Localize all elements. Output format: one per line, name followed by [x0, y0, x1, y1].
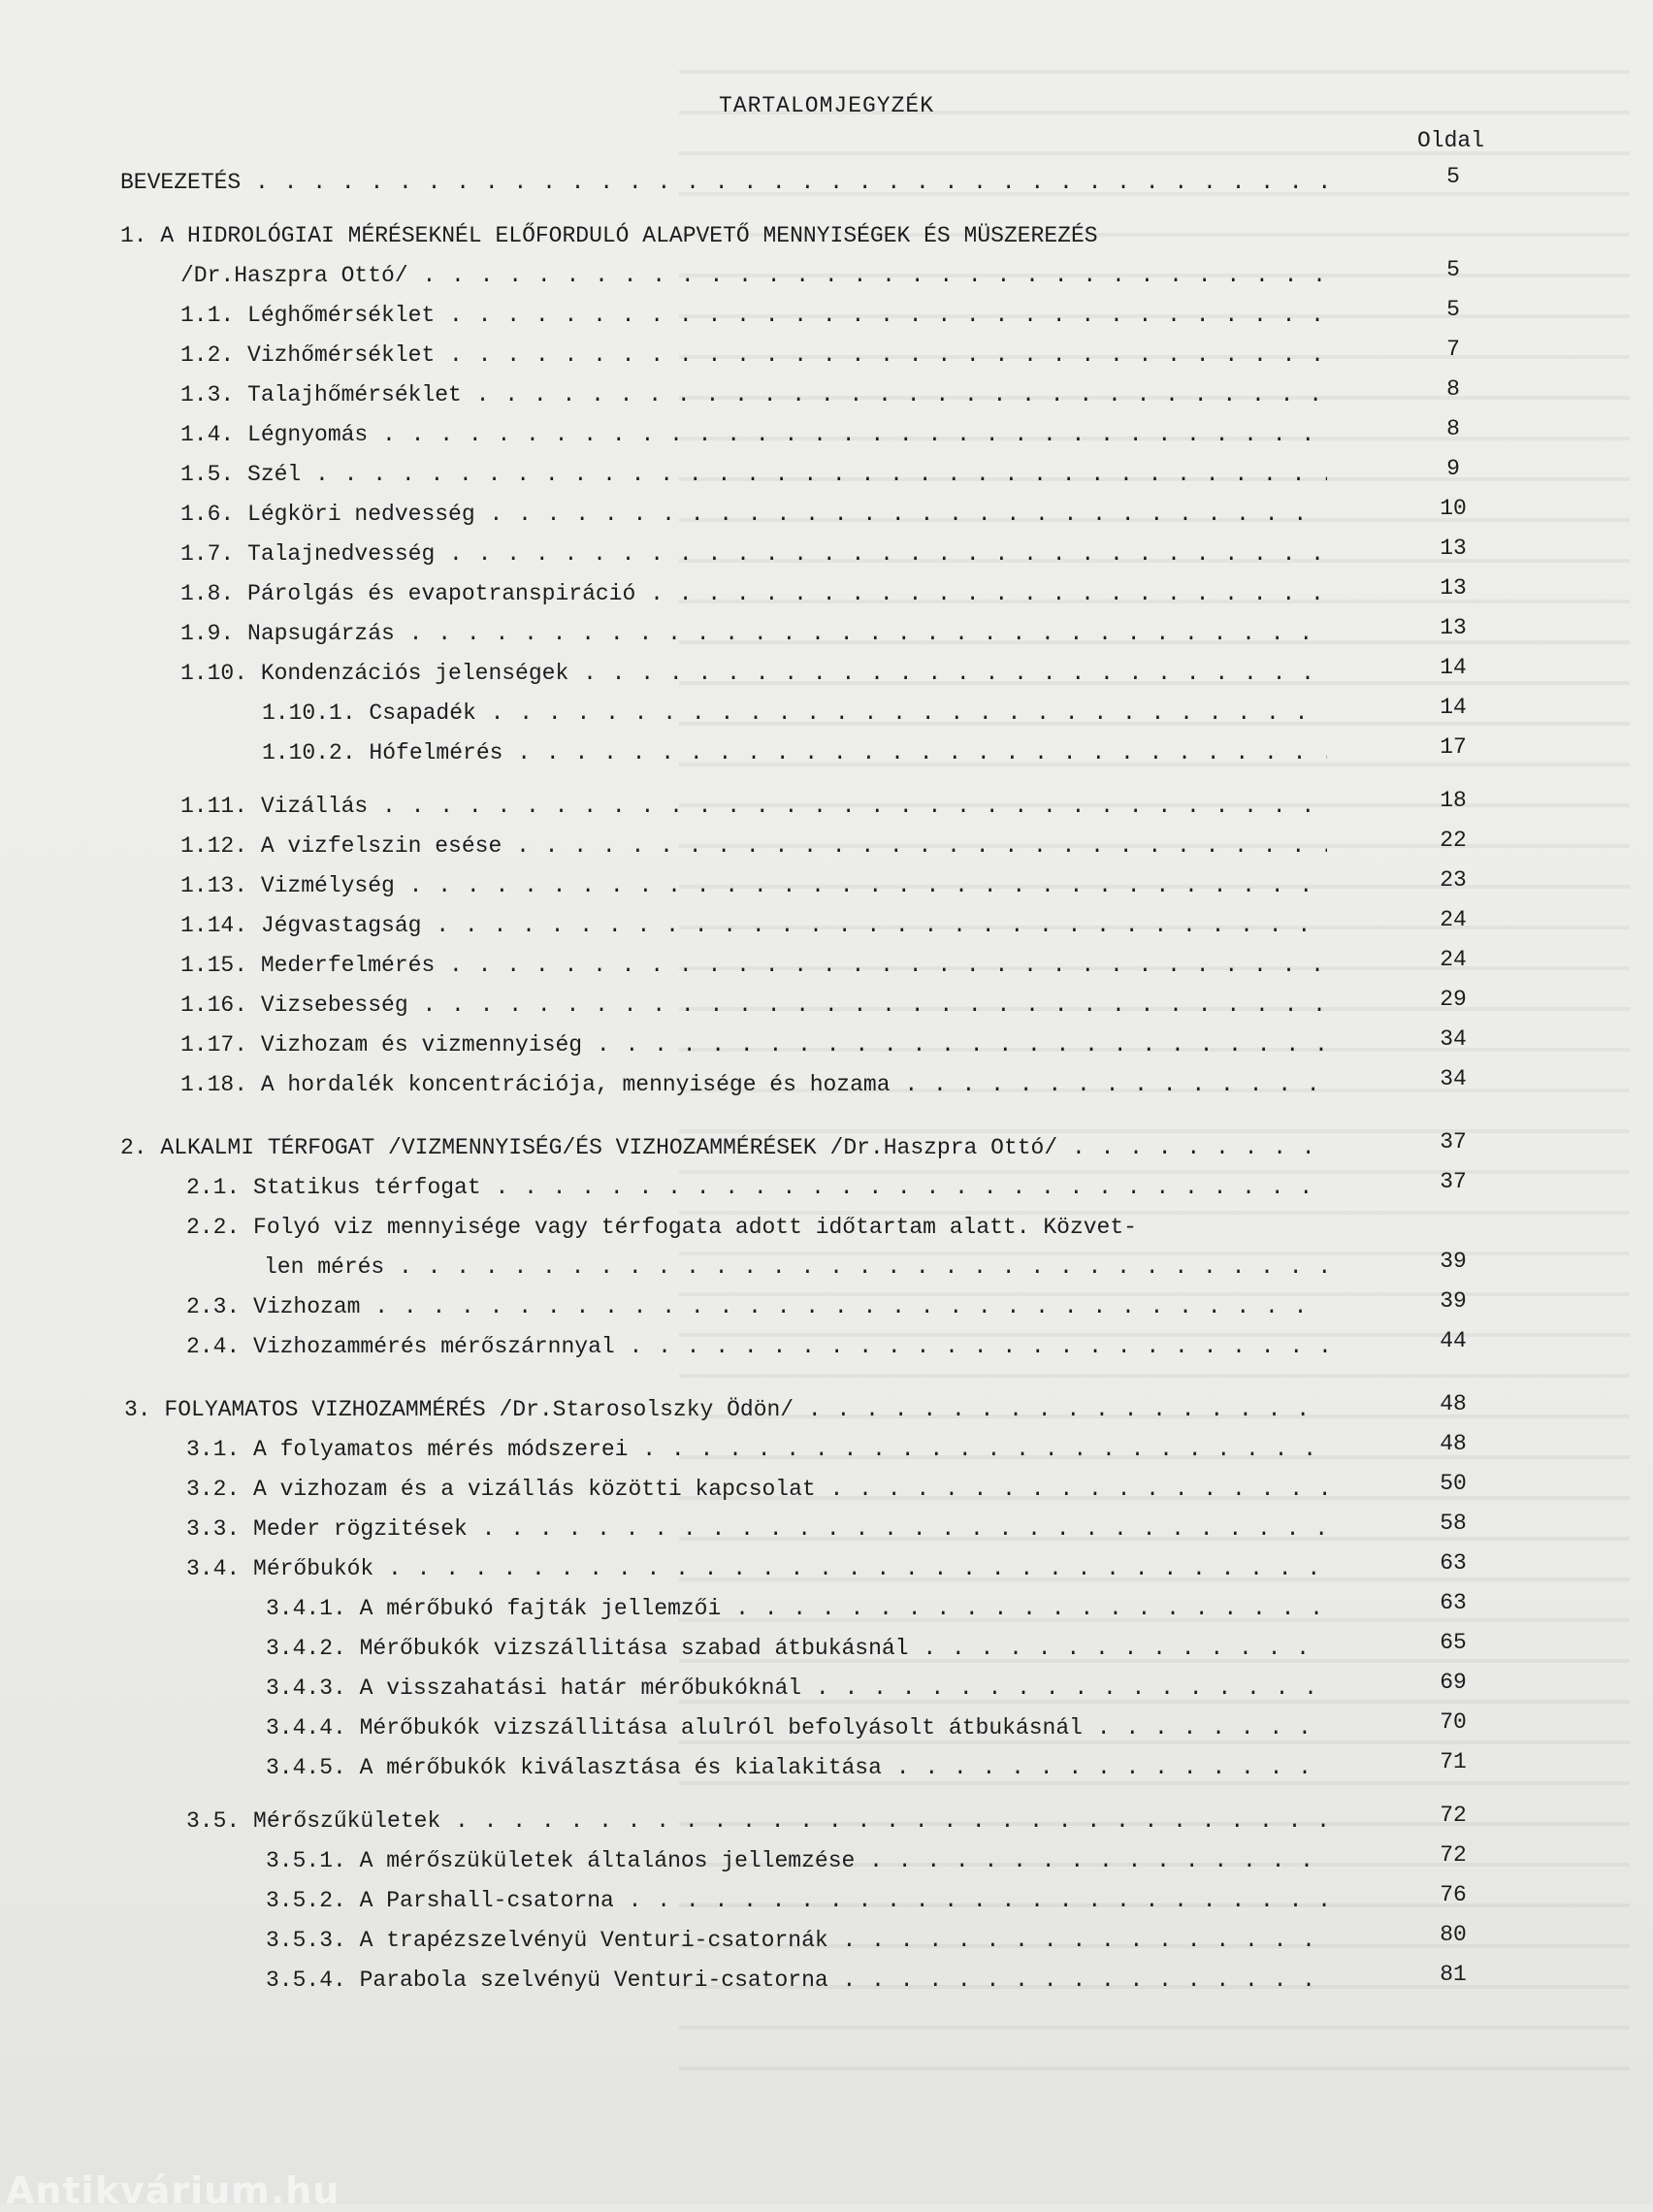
toc-entry: 1.10.2. Hófelmérés . . . 17 — [0, 733, 1653, 773]
toc-entry: 1.11. Vizállás . . . 18 — [0, 787, 1653, 827]
table-of-contents — [0, 163, 1653, 2001]
toc-entry: 3.3. Meder rögzitések . . . 58 — [0, 1510, 1653, 1549]
toc-entry: 1.16. Vizsebesség . . . 29 — [0, 986, 1653, 1025]
toc-entry: len mérés . . . 39 — [0, 1248, 1653, 1287]
toc-entry: 2.2. Folyó viz mennyisége vagy térfogata adott időtartam alatt. Közvet- — [186, 1215, 1137, 1240]
toc-entry: 3.5.3. A trapézszelvényü Venturi-csatornák . . . 80 — [0, 1921, 1653, 1961]
toc-entry: 2.4. Vizhozammérés mérőszárnnyal . . . 44 — [0, 1327, 1653, 1367]
toc-entry: 1.15. Mederfelmérés . . . 24 — [0, 946, 1653, 986]
toc-entry: BEVEZETÉS . . . 5 — [0, 163, 1653, 203]
toc-entry: 1.2. Vizhőmérséklet . . . 7 — [0, 336, 1653, 375]
toc-entry: 3.4.5. A mérőbukók kiválasztása és kialakitása . . . 71 — [0, 1748, 1653, 1788]
toc-entry: 2. ALKALMI TÉRFOGAT /VIZMENNYISÉG/ÉS VIZHOZAMMÉRÉSEK /Dr.Haszpra Ottó/ . . . 37 — [0, 1128, 1653, 1168]
page-column-header: Oldal — [1416, 128, 1484, 153]
watermark: Antikvárium.hu — [6, 2169, 340, 2212]
toc-entry: 3.4.3. A visszahatási határ mérőbukóknál . . . 69 — [0, 1669, 1653, 1708]
toc-entry: 1.10. Kondenzációs jelenségek . . . 14 — [0, 654, 1653, 694]
toc-entry: 3.5. Mérőszűkületek . . . 72 — [0, 1802, 1653, 1841]
toc-entry: 3.5.4. Parabola szelvényü Venturi-csatorna . . . 81 — [0, 1961, 1653, 2001]
toc-entry: 1.7. Talajnedvesség . . . 13 — [0, 535, 1653, 574]
toc-entry: 1. A HIDROLÓGIAI MÉRÉSEKNÉL ELŐFORDULÓ ALAPVETŐ MENNYISÉGEK ÉS MÜSZEREZÉS — [120, 223, 1098, 248]
toc-entry: 1.8. Párolgás és evapotranspiráció . . . 13 — [0, 574, 1653, 614]
toc-entry: 3.4.4. Mérőbukók vizszállitása alulról befolyásolt átbukásnál . . . 70 — [0, 1708, 1653, 1748]
toc-entry: 1.17. Vizhozam és vizmennyiség . . . 34 — [0, 1025, 1653, 1065]
toc-entry: 1.6. Légköri nedvesség . . . 10 — [0, 495, 1653, 535]
toc-entry: 3.4.1. A mérőbukó fajták jellemzői . . . 63 — [0, 1589, 1653, 1629]
page-title: TARTALOMJEGYZÉK — [718, 93, 935, 118]
toc-entry: 1.4. Légnyomás . . . 8 — [0, 415, 1653, 455]
toc-entry: 2.3. Vizhozam . . . 39 — [0, 1287, 1653, 1327]
toc-entry: 1.14. Jégvastagság . . . 24 — [0, 906, 1653, 946]
toc-entry: 1.1. Léghőmérséklet . . . 5 — [0, 296, 1653, 336]
toc-entry: 3.5.1. A mérőszükületek általános jellemzése . . . 72 — [0, 1841, 1653, 1881]
toc-entry: 2.1. Statikus térfogat . . . 37 — [0, 1168, 1653, 1208]
toc-entry: 3. FOLYAMATOS VIZHOZAMMÉRÉS /Dr.Starosolszky Ödön/ . . . 48 — [0, 1390, 1653, 1430]
toc-entry: 3.2. A vizhozam és a vizállás közötti kapcsolat . . . 50 — [0, 1470, 1653, 1510]
toc-entry: 1.13. Vizmélység . . . 23 — [0, 866, 1653, 906]
toc-entry: 1.3. Talajhőmérséklet . . . 8 — [0, 375, 1653, 415]
toc-entry: 1.12. A vizfelszin esése . . . 22 — [0, 827, 1653, 866]
toc-entry: 3.1. A folyamatos mérés módszerei . . . 48 — [0, 1430, 1653, 1470]
toc-entry: 3.4. Mérőbukók . . . 63 — [0, 1549, 1653, 1589]
toc-entry: /Dr.Haszpra Ottó/ . . . 5 — [0, 256, 1653, 296]
toc-entry: 3.4.2. Mérőbukók vizszállitása szabad átbukásnál . . . 65 — [0, 1629, 1653, 1669]
toc-entry: 1.5. Szél . . . 9 — [0, 455, 1653, 495]
toc-entry: 1.10.1. Csapadék . . . 14 — [0, 694, 1653, 733]
toc-entry: 1.18. A hordalék koncentrációja, mennyisége és hozama . . . 34 — [0, 1065, 1653, 1105]
toc-entry: 1.9. Napsugárzás . . . 13 — [0, 614, 1653, 654]
toc-entry: 3.5.2. A Parshall-csatorna . . . 76 — [0, 1881, 1653, 1921]
